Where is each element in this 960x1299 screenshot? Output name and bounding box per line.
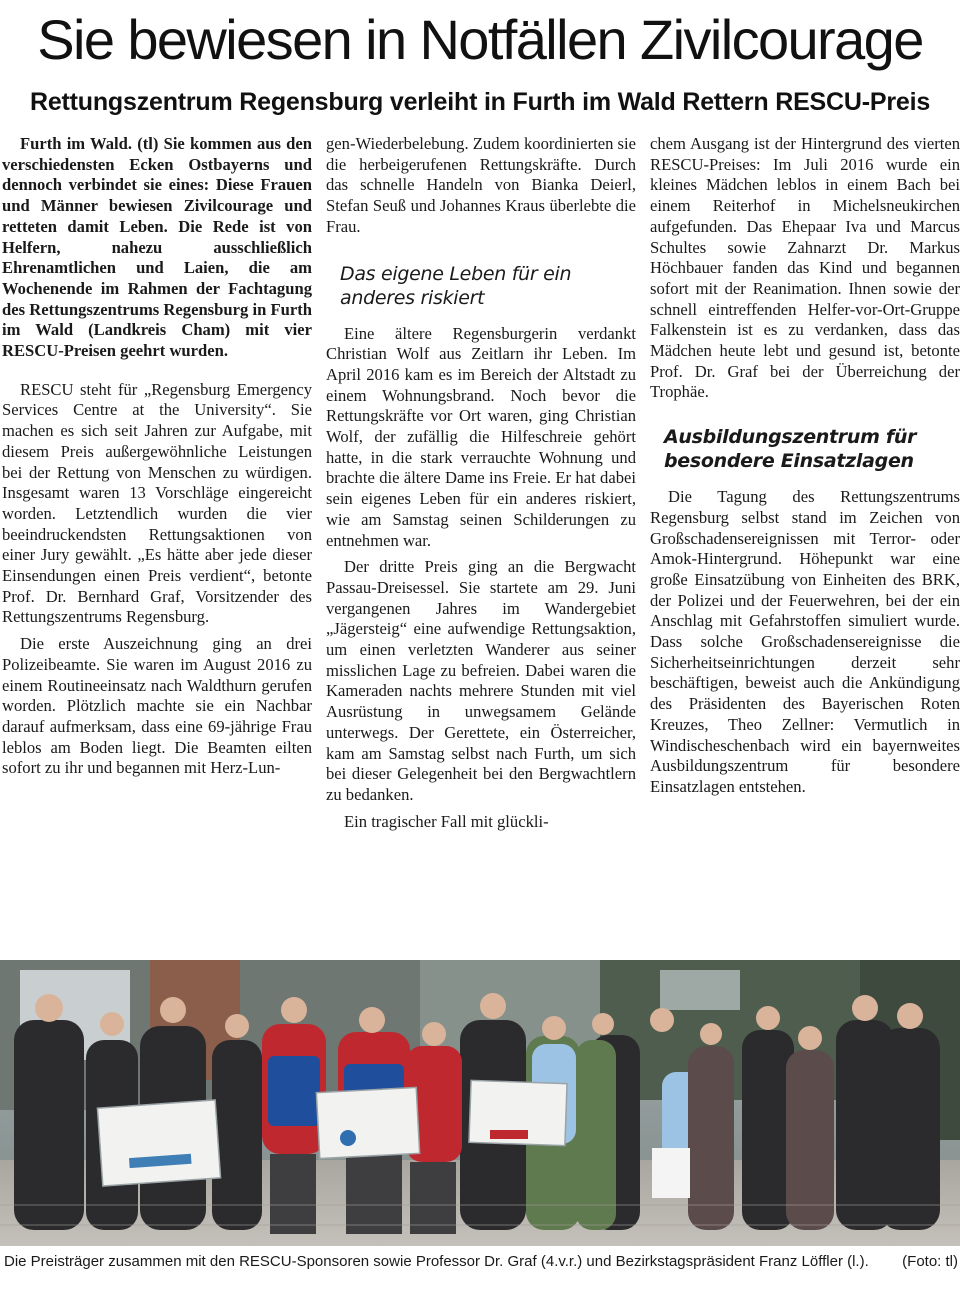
paragraph: Die Tagung des Rettungszentrums Regensburg selbst stand im Zeichen von Großschadensereignissen mit Terror- oder Amok-Hintergrund. Höhepunkt war eine große Einsatzübung von Einheiten des BRK, der Polizei und der Feuerwehren, bei der ein Anschlag mit Gefahrstoffen simuliert wurde. Dass solche Großschadensereignisse die Sicherheitseinrichtungen derzeit sehr beschäftigen, beweist auch die Ankündigung des Präsidenten des Bayerischen Roten Kreuzes, Theo Zellner: Vermutlich in Windischeschenbach wird ein bayernweites Ausbildungszentrum für besondere Einsatzlagen entstehen. [650, 487, 960, 796]
article-column-1 [2, 134, 312, 948]
section-subhead: Ausbildungszentrum für besondere Einsatzlagen [664, 426, 917, 473]
group-photo-icon [0, 960, 960, 1246]
paragraph: Eine ältere Regensburgerin verdankt Christian Wolf aus Zeitlarn ihr Leben. Im April 2016 kam es im Bereich der Altstadt zu einem Wohnungsbrand. Noch bevor die Rettungskräfte vor Ort waren, ging Christian Wolf, der zufällig die Hilfeschreie gehört hatte, in die stark verrauchte Wohnung und brachte die ältere Dame ins Freie. Er hat dabei sein eigenes Leben für ein anderes riskiert, wie am Samstag seinen Schilderungen zu entnehmen war. [326, 323, 636, 550]
group-photo [0, 960, 960, 1246]
paragraph: Die erste Auszeichnung ging an drei Polizeibeamte. Sie waren im August 2016 zu einem Routineeinsatz nach Waldthurn gerufen worden. Plötzlich machte sie ein Nachbar darauf aufmerksam, dass eine 69-jährige Frau leblos am Boden liegt. Die Beamten eilten sofort zu ihr und begannen mit Herz-Lun- [2, 634, 312, 778]
paragraph: gen-Wiederbelebung. Zudem koordinierten sie die herbeigerufenen Rettungskräfte. Durch das schnelle Handeln von Bianka Deierl, Stefan Seuß und Johannes Kraus überlebte die Frau. [326, 134, 636, 236]
section-subhead: Das eigene Leben für ein anderes riskiert [340, 262, 572, 309]
paragraph: Ein tragischer Fall mit glückli- [344, 811, 549, 831]
lead-paragraph: Furth im Wald. (tl) Sie kommen aus den verschiedensten Ecken Ostbayerns und dennoch verbindet sie eines: Diese Frauen und Männer bewiesen Zivilcourage und retteten damit Leben. Die Rede ist von Helfern, nahezu ausschließlich Ehrenamtlichen und Laien, die am Wochenende im Rahmen der Fachtagung des Rettungszentrums Regensburg in Furth im Wald (Landkreis Cham) mit vier RESCU-Preisen geehrt wurden. [2, 134, 312, 361]
photo-credit: (Foto: tl) [902, 1253, 958, 1270]
paragraph: Der dritte Preis ging an die Bergwacht Passau-Dreisessel. Sie startete am 29. Juni vergangenen Jahres im Wandergebiet „Jägersteig“ eine aufwendige Rettungsaktion, um einen verletzten Wanderer aus seiner misslichen Lage zu befreien. Dabei waren die Kameraden nachts mehrere Stunden mit viel Ausrüstung in unwegsamem Gelände unterwegs. Der Gerettete, ein Österreicher, kam am Samstag selbst nach Furth, um sich bei dieser Gelegenheit bei den Bergwachtlern zu bedanken. [326, 557, 636, 804]
paragraph: chem Ausgang ist der Hintergrund des vierten RESCU-Preises: Im Juli 2016 wurde ein kleines Mädchen leblos in einem Bach bei einem Reiterhof in Michelsneukirchen aufgefunden. Das Ehepaar Iva und Marcus Schultes sowie Zahnarzt Dr. Markus Höchbauer fanden das Kind und begannen sofort mit der Reanimation. Ihnen sowie der schnell eintreffenden Helfer-vor-Ort-Gruppe Falkenstein ist es zu verdanken, dass das Mädchen heute lebt und gesund ist, betonte Prof. Dr. Graf bei der Überreichung der Trophäe. [650, 134, 960, 402]
photo-caption [4, 1251, 958, 1297]
article-column-3 [650, 134, 960, 948]
caption-text: Die Preisträger zusammen mit den RESCU-Sponsoren sowie Professor Dr. Graf (4.v.r.) und Bezirkstagspräsident Franz Löffler (l.). [4, 1253, 869, 1270]
article-column-2 [326, 134, 636, 948]
paragraph: RESCU steht für „Regensburg Emergency Services Centre at the University“. Sie machen es sich seit Jahren zur Aufgabe, mit diesem Preis außergewöhnliche Leistungen bei der Rettung von Menschen zu würdigen. Insgesamt waren 13 Vorschläge eingereicht worden. Letztendlich wurden die vier beeindruckendsten Rettungsaktionen von einer Jury gewählt. „Es hätte aber jede dieser Einsendungen einen Preis verdient“, betonte Prof. Dr. Bernhard Graf, Vorsitzender des Rettungszentrums Regensburg. [2, 379, 312, 627]
headline: Sie bewiesen in Notfällen Zivilcourage [37, 8, 923, 71]
subheadline: Rettungszentrum Regensburg verleiht in Furth im Wald Rettern RESCU-Preis [29, 88, 931, 116]
